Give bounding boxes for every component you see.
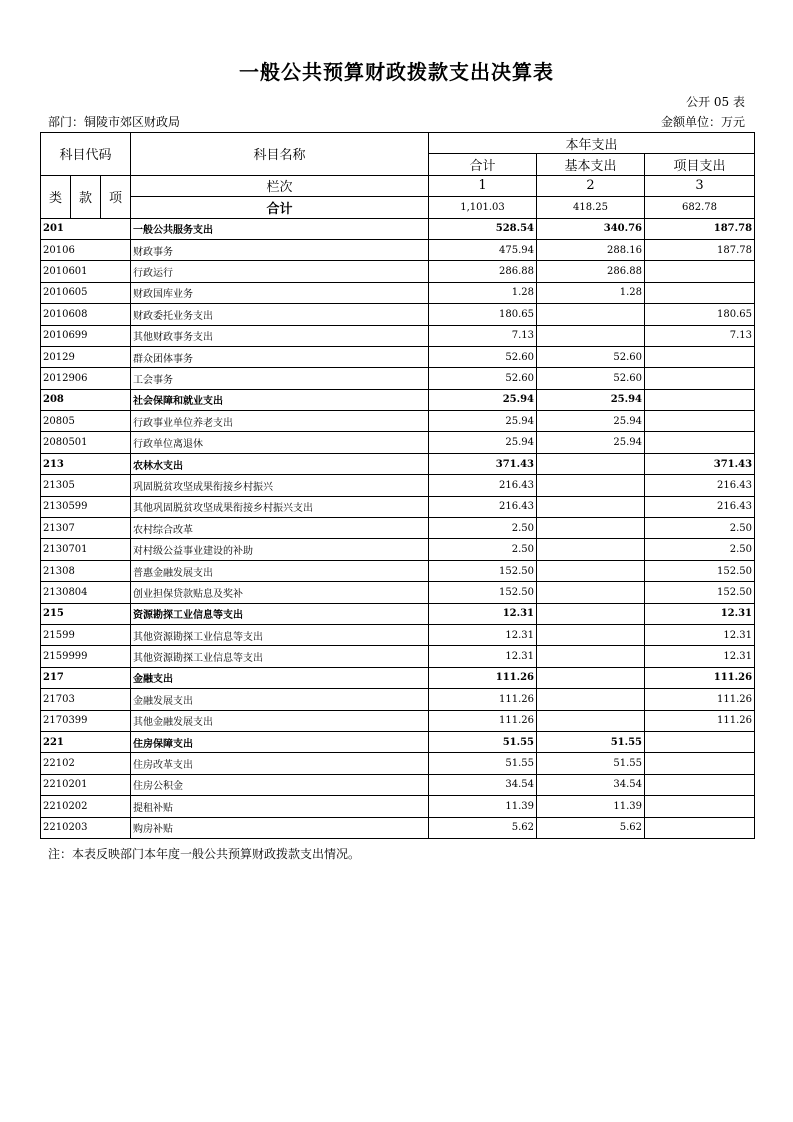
table-row <box>41 261 755 282</box>
row-basic <box>537 304 645 325</box>
row-code: 208 <box>41 389 131 410</box>
row-total: 11.39 <box>429 796 537 817</box>
row-total: 34.54 <box>429 774 537 795</box>
row-total: 216.43 <box>429 475 537 496</box>
row-basic: 25.94 <box>537 432 645 453</box>
table-row <box>41 582 755 603</box>
row-project: 111.26 <box>645 710 755 731</box>
row-code: 2010601 <box>41 261 131 282</box>
header-column-index: 栏次 <box>131 175 429 196</box>
header-col2: 2 <box>537 175 645 196</box>
row-total: 2.50 <box>429 539 537 560</box>
row-total: 5.62 <box>429 817 537 838</box>
table-row <box>41 496 755 517</box>
row-name: 农村综合改革 <box>131 518 429 539</box>
table-row <box>41 432 755 453</box>
row-total: 371.43 <box>429 453 537 474</box>
row-basic: 52.60 <box>537 368 645 389</box>
row-code: 21599 <box>41 624 131 645</box>
row-basic: 51.55 <box>537 753 645 774</box>
table-row <box>41 689 755 710</box>
table-row <box>41 624 755 645</box>
row-project: 180.65 <box>645 304 755 325</box>
row-name: 其他资源勘探工业信息等支出 <box>131 646 429 667</box>
table-row <box>41 817 755 838</box>
row-code: 2170399 <box>41 710 131 731</box>
row-basic <box>537 646 645 667</box>
row-project: 111.26 <box>645 689 755 710</box>
row-code: 213 <box>41 453 131 474</box>
row-project <box>645 753 755 774</box>
table-row <box>41 368 755 389</box>
row-total: 7.13 <box>429 325 537 346</box>
row-basic <box>537 560 645 581</box>
table-row <box>41 325 755 346</box>
row-code: 215 <box>41 603 131 624</box>
row-basic <box>537 582 645 603</box>
header-basic: 基本支出 <box>537 154 645 175</box>
row-project: 187.78 <box>645 239 755 260</box>
row-code: 22102 <box>41 753 131 774</box>
row-code: 21703 <box>41 689 131 710</box>
row-name: 群众团体事务 <box>131 346 429 367</box>
row-basic <box>537 453 645 474</box>
row-code: 2159999 <box>41 646 131 667</box>
header-name: 科目名称 <box>131 133 429 176</box>
expenditure-table <box>40 132 755 839</box>
row-name: 行政运行 <box>131 261 429 282</box>
table-row <box>41 389 755 410</box>
row-total: 475.94 <box>429 239 537 260</box>
row-name: 资源勘探工业信息等支出 <box>131 603 429 624</box>
table-row <box>41 475 755 496</box>
row-basic: 340.76 <box>537 218 645 239</box>
row-name: 工会事务 <box>131 368 429 389</box>
table-row <box>41 667 755 688</box>
header-col3: 3 <box>645 175 755 196</box>
row-project <box>645 774 755 795</box>
row-code: 2130804 <box>41 582 131 603</box>
row-basic: 286.88 <box>537 261 645 282</box>
row-total: 25.94 <box>429 432 537 453</box>
row-basic <box>537 603 645 624</box>
form-number: 公开 05 表 <box>686 95 745 109</box>
row-total: 152.50 <box>429 582 537 603</box>
row-code: 2210203 <box>41 817 131 838</box>
row-code: 21305 <box>41 475 131 496</box>
row-code: 221 <box>41 731 131 752</box>
row-total: 51.55 <box>429 753 537 774</box>
header-lei: 类 <box>41 175 71 218</box>
row-name: 其他金融发展支出 <box>131 710 429 731</box>
total-row-label: 合计 <box>131 197 429 218</box>
table-row <box>41 774 755 795</box>
row-name: 农林水支出 <box>131 453 429 474</box>
row-basic <box>537 518 645 539</box>
row-name: 提租补贴 <box>131 796 429 817</box>
table-row <box>41 796 755 817</box>
row-name: 行政事业单位养老支出 <box>131 411 429 432</box>
row-name: 其他资源勘探工业信息等支出 <box>131 624 429 645</box>
header-kuan: 款 <box>71 175 101 218</box>
row-code: 20106 <box>41 239 131 260</box>
table-row <box>41 646 755 667</box>
row-project <box>645 282 755 303</box>
row-project: 12.31 <box>645 624 755 645</box>
row-code: 217 <box>41 667 131 688</box>
row-project <box>645 817 755 838</box>
row-basic: 5.62 <box>537 817 645 838</box>
row-name: 住房公积金 <box>131 774 429 795</box>
row-code: 21308 <box>41 560 131 581</box>
row-total: 52.60 <box>429 346 537 367</box>
row-project: 7.13 <box>645 325 755 346</box>
row-basic <box>537 325 645 346</box>
row-basic <box>537 496 645 517</box>
table-row <box>41 218 755 239</box>
row-project <box>645 731 755 752</box>
table-row <box>41 710 755 731</box>
row-basic <box>537 539 645 560</box>
row-name: 财政事务 <box>131 239 429 260</box>
table-row <box>41 411 755 432</box>
row-project: 216.43 <box>645 475 755 496</box>
row-project <box>645 411 755 432</box>
row-project <box>645 389 755 410</box>
total-row-basic: 418.25 <box>537 197 645 218</box>
row-total: 152.50 <box>429 560 537 581</box>
row-basic: 1.28 <box>537 282 645 303</box>
table-row <box>41 560 755 581</box>
row-code: 2010605 <box>41 282 131 303</box>
row-name: 购房补贴 <box>131 817 429 838</box>
row-total: 180.65 <box>429 304 537 325</box>
row-total: 51.55 <box>429 731 537 752</box>
row-project <box>645 346 755 367</box>
row-code: 20129 <box>41 346 131 367</box>
row-code: 2210201 <box>41 774 131 795</box>
row-name: 其他巩固脱贫攻坚成果衔接乡村振兴支出 <box>131 496 429 517</box>
row-total: 12.31 <box>429 646 537 667</box>
row-total: 52.60 <box>429 368 537 389</box>
row-basic: 25.94 <box>537 411 645 432</box>
header-xiang: 项 <box>101 175 131 218</box>
row-basic <box>537 475 645 496</box>
row-basic: 34.54 <box>537 774 645 795</box>
row-name: 行政单位离退休 <box>131 432 429 453</box>
table-row <box>41 239 755 260</box>
row-project: 152.50 <box>645 560 755 581</box>
row-code: 2130599 <box>41 496 131 517</box>
row-project <box>645 261 755 282</box>
amount-unit-label: 金额单位：万元 <box>660 115 745 129</box>
row-name: 住房改革支出 <box>131 753 429 774</box>
row-project: 371.43 <box>645 453 755 474</box>
header-code: 科目代码 <box>41 133 131 176</box>
row-basic: 11.39 <box>537 796 645 817</box>
row-total: 1.28 <box>429 282 537 303</box>
row-total: 25.94 <box>429 411 537 432</box>
row-project: 2.50 <box>645 539 755 560</box>
row-project: 152.50 <box>645 582 755 603</box>
table-row <box>41 753 755 774</box>
row-project: 12.31 <box>645 646 755 667</box>
row-basic <box>537 667 645 688</box>
table-row <box>41 603 755 624</box>
row-code: 20805 <box>41 411 131 432</box>
row-code: 2010699 <box>41 325 131 346</box>
row-project: 12.31 <box>645 603 755 624</box>
table-row <box>41 304 755 325</box>
row-name: 财政委托业务支出 <box>131 304 429 325</box>
table-row <box>41 539 755 560</box>
table-row <box>41 731 755 752</box>
total-row-total: 1,101.03 <box>429 197 537 218</box>
row-code: 21307 <box>41 518 131 539</box>
header-current-year: 本年支出 <box>429 133 755 154</box>
row-basic: 288.16 <box>537 239 645 260</box>
row-total: 111.26 <box>429 667 537 688</box>
row-name: 巩固脱贫攻坚成果衔接乡村振兴 <box>131 475 429 496</box>
row-total: 111.26 <box>429 689 537 710</box>
table-row <box>41 518 755 539</box>
row-project: 216.43 <box>645 496 755 517</box>
row-total: 286.88 <box>429 261 537 282</box>
row-code: 2012906 <box>41 368 131 389</box>
row-project <box>645 796 755 817</box>
row-project: 187.78 <box>645 218 755 239</box>
row-name: 财政国库业务 <box>131 282 429 303</box>
header-project: 项目支出 <box>645 154 755 175</box>
row-total: 12.31 <box>429 624 537 645</box>
row-total: 25.94 <box>429 389 537 410</box>
row-project <box>645 368 755 389</box>
row-project <box>645 432 755 453</box>
table-row <box>41 346 755 367</box>
header-total: 合计 <box>429 154 537 175</box>
row-code: 2210202 <box>41 796 131 817</box>
footnote: 注：本表反映部门本年度一般公共预算财政拨款支出情况。 <box>48 847 361 861</box>
row-project: 2.50 <box>645 518 755 539</box>
row-code: 2130701 <box>41 539 131 560</box>
row-total: 2.50 <box>429 518 537 539</box>
department-label: 部门：铜陵市郊区财政局 <box>48 115 181 129</box>
table-row <box>41 282 755 303</box>
row-basic: 25.94 <box>537 389 645 410</box>
table-row <box>41 453 755 474</box>
row-name: 对村级公益事业建设的补助 <box>131 539 429 560</box>
row-name: 金融发展支出 <box>131 689 429 710</box>
row-name: 普惠金融发展支出 <box>131 560 429 581</box>
row-total: 111.26 <box>429 710 537 731</box>
row-code: 201 <box>41 218 131 239</box>
row-code: 2080501 <box>41 432 131 453</box>
row-basic <box>537 624 645 645</box>
row-name: 住房保障支出 <box>131 731 429 752</box>
row-total: 528.54 <box>429 218 537 239</box>
row-name: 其他财政事务支出 <box>131 325 429 346</box>
header-col1: 1 <box>429 175 537 196</box>
row-name: 创业担保贷款贴息及奖补 <box>131 582 429 603</box>
row-code: 2010608 <box>41 304 131 325</box>
row-total: 216.43 <box>429 496 537 517</box>
row-basic <box>537 689 645 710</box>
row-project: 111.26 <box>645 667 755 688</box>
row-basic: 51.55 <box>537 731 645 752</box>
row-name: 一般公共服务支出 <box>131 218 429 239</box>
row-total: 12.31 <box>429 603 537 624</box>
row-name: 金融支出 <box>131 667 429 688</box>
total-row-project: 682.78 <box>645 197 755 218</box>
row-basic <box>537 710 645 731</box>
row-name: 社会保障和就业支出 <box>131 389 429 410</box>
row-basic: 52.60 <box>537 346 645 367</box>
page-title: 一般公共预算财政拨款支出决算表 <box>239 60 554 84</box>
